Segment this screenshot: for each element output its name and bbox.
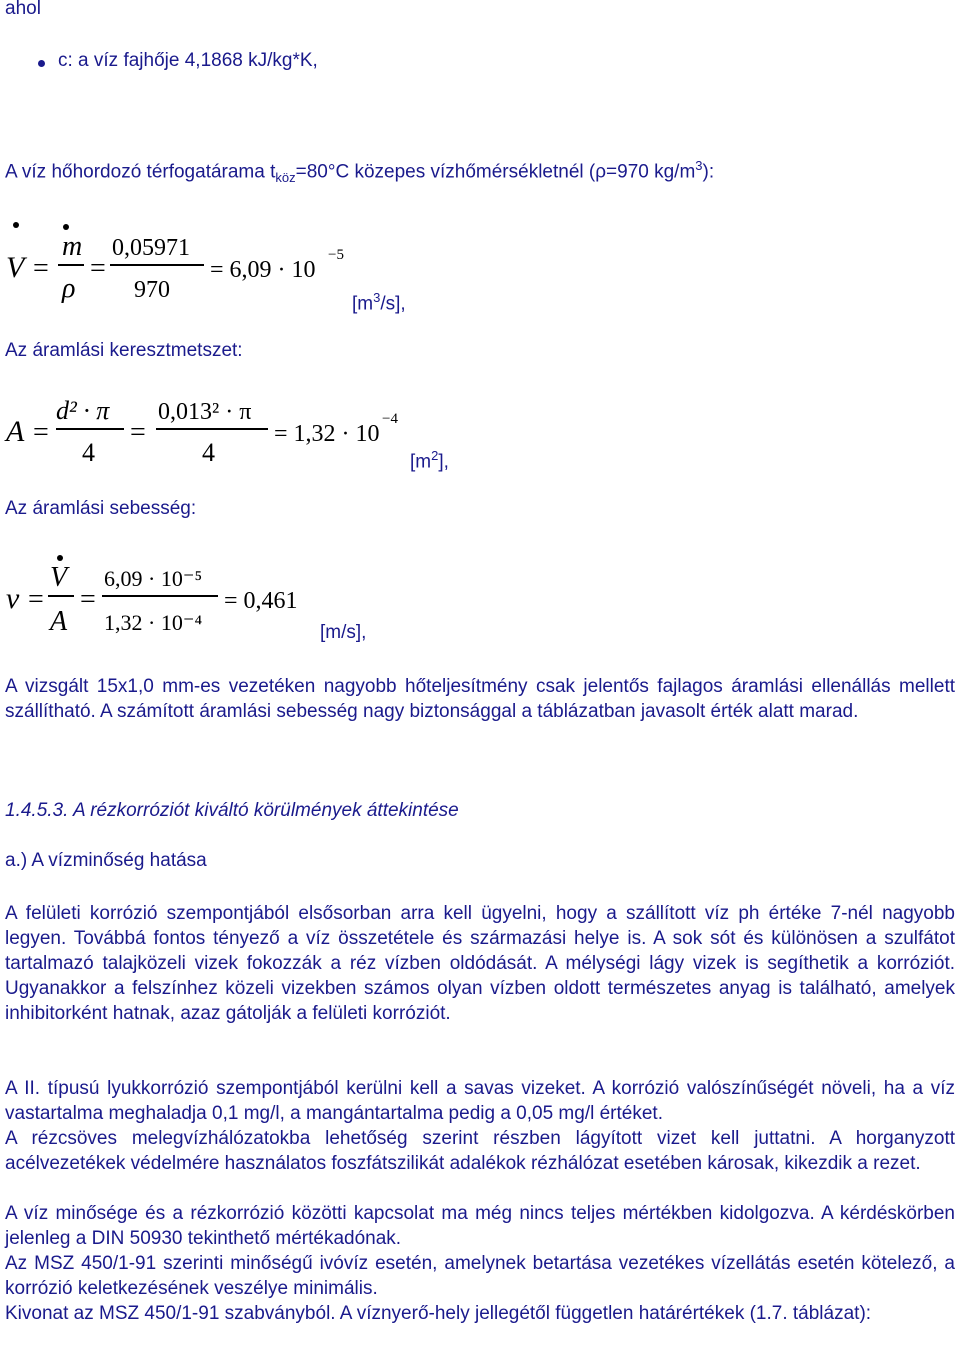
label-cross-section: Az áramlási keresztmetszet: [5, 340, 243, 361]
svg-text:=: = [33, 417, 49, 448]
svg-text:= 1,32 · 10: = 1,32 · 10 [274, 421, 380, 447]
svg-text:=: = [80, 584, 96, 615]
svg-text:V: V [50, 562, 68, 593]
svg-text:1,32 · 10⁻⁴: 1,32 · 10⁻⁴ [104, 610, 203, 635]
svg-text:−4: −4 [382, 411, 398, 427]
paragraph-water-quality: A felületi korrózió szempontjából elsősorban arra kell ügyelni, hogy a szállított víz ph értéke 7-nél nagyobb legyen. Továbbá fontos tényező a víz összetétele és származási helye is. A sok sót és különösen a szulfátot tartalmazó talajközeli vizek fokozzák a réz vízben oldódását. A mélységi lágy vizek is segíthetik a korróziót. Ugyanakkor a felszínhez közeli vizekben számos olyan vízben oldott természetes anyag is található, amelyek inhibitorként hatnak, azaz gátolják a felületi korróziót. [5, 903, 955, 1024]
label-flow-speed: Az áramlási sebesség: [5, 498, 197, 519]
svg-text:v: v [6, 582, 20, 615]
section-heading: 1.4.5.3. A rézkorróziót kiváltó körülmények áttekintése [5, 800, 459, 821]
svg-text:4: 4 [202, 438, 215, 467]
svg-text:0,05971: 0,05971 [112, 235, 190, 261]
svg-text:−5: −5 [328, 247, 344, 263]
svg-text:=: = [90, 253, 106, 284]
flow-rate-line: A víz hőhordozó térfogatárama $t_{köz}=80^\circ C$ közepes vízhőmérsékletnél (ρ=970 $kg/m^3$): [5, 158, 715, 186]
svg-text:m: m [62, 231, 83, 262]
svg-text:0,013² · π: 0,013² · π [158, 399, 252, 425]
svg-text:=: = [130, 417, 146, 448]
paragraph-pitting-corrosion: A II. típusú lyukkorrózió szempontjából kerülni kell a savas vizeket. A korrózió valószínűségét növeli, ha a víz vastartalma meghaladja 0,1 mg/l, a mangántartalma pedig a 0,05 mg/l értéket. [5, 1078, 955, 1124]
unit-cross-section: $[m^2]$, [410, 448, 449, 473]
svg-text:=: = [28, 584, 44, 615]
svg-text:6,09 · 10⁻⁵: 6,09 · 10⁻⁵ [104, 566, 203, 591]
paragraph-msz-excerpt: Kivonat az MSZ 450/1-91 szabványból. A víznyerő-hely jellegétől független határértékek (1.7. táblázat): [5, 1303, 872, 1324]
paragraph-msz-drinking-water: Az MSZ 450/1-91 szerinti minőségű ivóvíz esetén, amelynek betartása vezetékes vízellátás esetén kötelező, a korrózió keletkezésének veszélye minimális. [5, 1253, 955, 1299]
svg-text:V: V [6, 251, 25, 284]
intro-word: ahol [5, 0, 41, 19]
svg-text:A: A [6, 415, 25, 448]
formula-flow-speed [0, 548, 330, 643]
paragraph-din-standard: A víz minősége és a rézkorrózió közötti kapcsolat ma még nincs teljes mértékben kidolgozva. A kérdéskörben jelenleg a DIN 50930 tekinthető mértékadónak. [5, 1203, 955, 1249]
paragraph-velocity-note: A vizsgált 15x1,0 mm-es vezetéken nagyobb hőteljesítmény csak jelentős fajlagos áramlási ellenállás mellett szállítható. A számított áramlási sebesség nagy biztonsággal a táblázatban javasolt érték alatt marad. [5, 676, 955, 722]
unit-flow-speed: [m/s], [320, 622, 367, 643]
unit-volume-flow: $[m^3/s]$, [352, 290, 406, 315]
subsection-heading: a.) A vízminőség hatása [5, 850, 207, 871]
svg-text:= 0,461: = 0,461 [224, 588, 298, 614]
svg-text:= 6,09 · 10: = 6,09 · 10 [210, 257, 316, 283]
svg-text:A: A [50, 606, 68, 637]
paragraph-softened-water: A rézcsöves melegvízhálózatokba lehetőség szerint részben lágyított vizet kell juttatni. A horganyzott acélvezetékek védelmére használatos foszfátszilikát adalékok rézhálózat esetében károsak, kikezdik a rezet. [5, 1128, 955, 1174]
bullet-text: c: a víz fajhője 4,1868 kJ/kg*K, [58, 50, 318, 71]
svg-text:d² · π: d² · π [56, 396, 110, 425]
svg-text:4: 4 [82, 438, 95, 467]
svg-text:=: = [33, 253, 49, 284]
formula-cross-section [0, 385, 420, 475]
bullet-icon [38, 60, 45, 67]
formula-volume-flow [0, 215, 360, 305]
svg-text:ρ: ρ [62, 273, 76, 304]
svg-text:970: 970 [134, 277, 170, 303]
